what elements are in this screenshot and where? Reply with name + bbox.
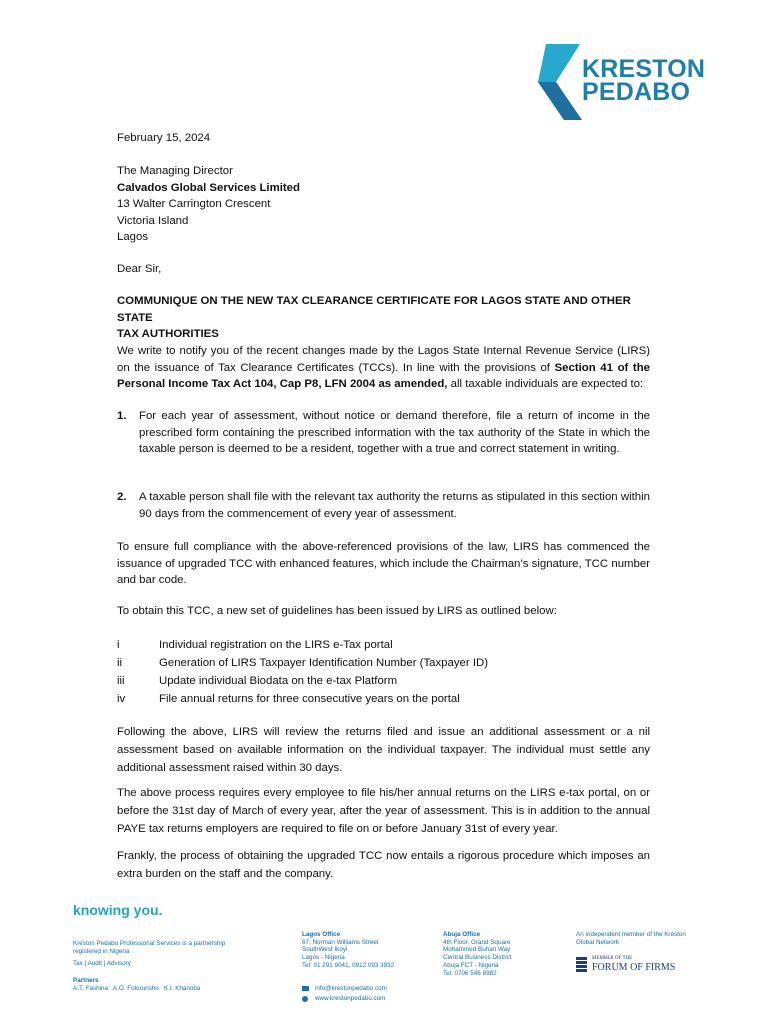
guideline-text: Individual registration on the LIRS e-Tax portal bbox=[159, 639, 393, 651]
guideline-text: Generation of LIRS Taxpayer Identification Number (Taxpayer ID) bbox=[159, 657, 489, 669]
numbered-item bbox=[117, 489, 650, 522]
lagos-address-3: Lagos - Nigeria bbox=[302, 954, 345, 962]
guidelines-list bbox=[117, 636, 650, 708]
guideline-number: iv bbox=[117, 693, 126, 705]
kreston-mark-icon bbox=[536, 42, 586, 122]
lagos-office-block bbox=[302, 931, 422, 970]
footer-partners: A.T. Fashina A.O. Folorunsho K.I. Khanoba bbox=[73, 984, 201, 992]
network-note: An independent member of the Kreston Global Network bbox=[576, 931, 686, 946]
footer-website[interactable]: www.krestonpedabo.com bbox=[315, 994, 386, 1002]
contact-block bbox=[302, 985, 432, 1002]
guideline-text: Update individual Biodata on the e-tax Platform bbox=[159, 675, 398, 687]
numbered-item-text: A taxable person shall file with the relevant tax authority the returns as stipulated in this section within 90 days from the commencement of every year of assessment. bbox=[139, 491, 650, 520]
footer-services: Tax | Audit | Advisory bbox=[73, 960, 131, 968]
forum-of-firms-badge bbox=[576, 956, 675, 973]
guideline-item bbox=[117, 690, 650, 708]
abuja-address-2: Mohammed Buhari Way bbox=[443, 946, 511, 954]
abuja-address-4: Abuja FCT - Nigeria bbox=[443, 961, 499, 969]
forum-small-text: MEMBER OF THE bbox=[592, 956, 633, 961]
letter-date: February 15, 2024 bbox=[117, 132, 211, 144]
intro-paragraph bbox=[117, 343, 650, 393]
intro-legal-reference: Section 41 of the Personal Income Tax Act 104, Cap P8, LFN 2004 as amended, bbox=[117, 361, 650, 391]
globe-icon bbox=[302, 996, 308, 1002]
abuja-address-1: 4th Floor, Grand Square bbox=[443, 938, 511, 946]
salutation: Dear Sir, bbox=[117, 263, 162, 275]
lagos-tel: Tel: 01 291 9041, 0912 093 3932 bbox=[302, 961, 395, 969]
forum-of-firms-icon bbox=[576, 957, 587, 972]
intro-text-1: We write to notify you of the recent changes made by the Lagos State Internal Revenue Service (LIRS) on the issuance of Tax Clearance Certificates (TCCs). In line with the provisions of bbox=[117, 345, 650, 374]
guideline-text: File annual returns for three consecutive years on the portal bbox=[159, 693, 460, 705]
compliance-paragraph: To ensure full compliance with the above-referenced provisions of the law, LIRS has commenced the issuance of upgraded TCC with enhanced features, which include the Chairman’s signature, TCC number and bar code. bbox=[117, 541, 650, 587]
guideline-item bbox=[117, 672, 650, 690]
recipient-address-1: 13 Walter Carrington Crescent bbox=[117, 198, 271, 211]
footer-partnership-block bbox=[73, 940, 253, 993]
logo-line-2: PEDABO bbox=[582, 78, 691, 106]
footer-tagline: knowing you. bbox=[73, 902, 163, 918]
footer-email[interactable]: info@krestonpedabo.com bbox=[315, 985, 387, 992]
footer-partnership: Kreston Pedabo Professional Services is a partnership registered in Nigeria bbox=[73, 940, 226, 955]
guideline-item bbox=[117, 636, 650, 654]
lagos-office-label: Lagos Office bbox=[302, 931, 341, 938]
lagos-address-2: SouthWest Ikoyi bbox=[302, 946, 348, 954]
email-icon bbox=[302, 986, 309, 991]
subject-line-1: COMMUNIQUE ON THE NEW TAX CLEARANCE CERTIFICATE FOR LAGOS STATE AND OTHER STATE bbox=[117, 295, 631, 324]
lagos-address-1: 67, Norman Williams Street bbox=[302, 938, 379, 946]
numbered-item-number: 1. bbox=[117, 410, 127, 422]
guideline-item bbox=[117, 654, 650, 672]
following-paragraph: Following the above, LIRS will review the returns filed and issue an additional assessment or a nil assessment based on available information on the individual taxpayer. The individual must settle any additional assessment raised within 30 days. bbox=[117, 726, 650, 774]
forum-big-text: FORUM OF FIRMS bbox=[592, 962, 676, 973]
abuja-office-label: Abuja Office bbox=[443, 931, 481, 938]
subject-heading bbox=[117, 293, 650, 343]
footer-partners-label: Partners bbox=[73, 977, 99, 985]
recipient-company: Calvados Global Services Limited bbox=[117, 181, 300, 194]
frankly-paragraph: Frankly, the process of obtaining the upgraded TCC now entails a rigorous procedure which imposes an extra burden on the staff and the company. bbox=[117, 850, 650, 880]
logo-line-1: KRESTON bbox=[582, 55, 706, 83]
recipient-title: The Managing Director bbox=[117, 165, 233, 177]
recipient-city: Lagos bbox=[117, 231, 149, 244]
abuja-address-3: Central Business District bbox=[443, 954, 512, 962]
abuja-office-block bbox=[443, 931, 563, 977]
guideline-number: ii bbox=[117, 657, 123, 669]
process-paragraph: The above process requires every employee to file his/her annual returns on the LIRS e-tax portal, on or before the 31st day of March of every year, after the year of assessment. This is in addition to the annual PAYE tax returns employers are required to file on or before January 31st of every year. bbox=[117, 787, 650, 835]
abuja-tel: Tel: 0706 546 8982 bbox=[443, 969, 497, 977]
company-logo bbox=[536, 42, 706, 122]
recipient-block bbox=[117, 163, 300, 246]
intro-text-2: all taxable individuals are expected to: bbox=[447, 378, 644, 391]
numbered-item bbox=[117, 408, 650, 458]
guideline-number: iii bbox=[117, 675, 125, 687]
guidelines-intro: To obtain this TCC, a new set of guidelines has been issued by LIRS as outlined below: bbox=[117, 605, 557, 617]
guideline-number: i bbox=[117, 639, 120, 651]
recipient-address-2: Victoria Island bbox=[117, 214, 189, 227]
subject-line-2: TAX AUTHORITIES bbox=[117, 328, 219, 341]
numbered-item-number: 2. bbox=[117, 491, 127, 503]
numbered-item-text: For each year of assessment, without notice or demand therefore, file a return of income in the prescribed form containing the prescribed information with the tax authority of the State in which the taxable person is deemed to be a resident, together with a true and correct statement in writing. bbox=[139, 410, 650, 456]
